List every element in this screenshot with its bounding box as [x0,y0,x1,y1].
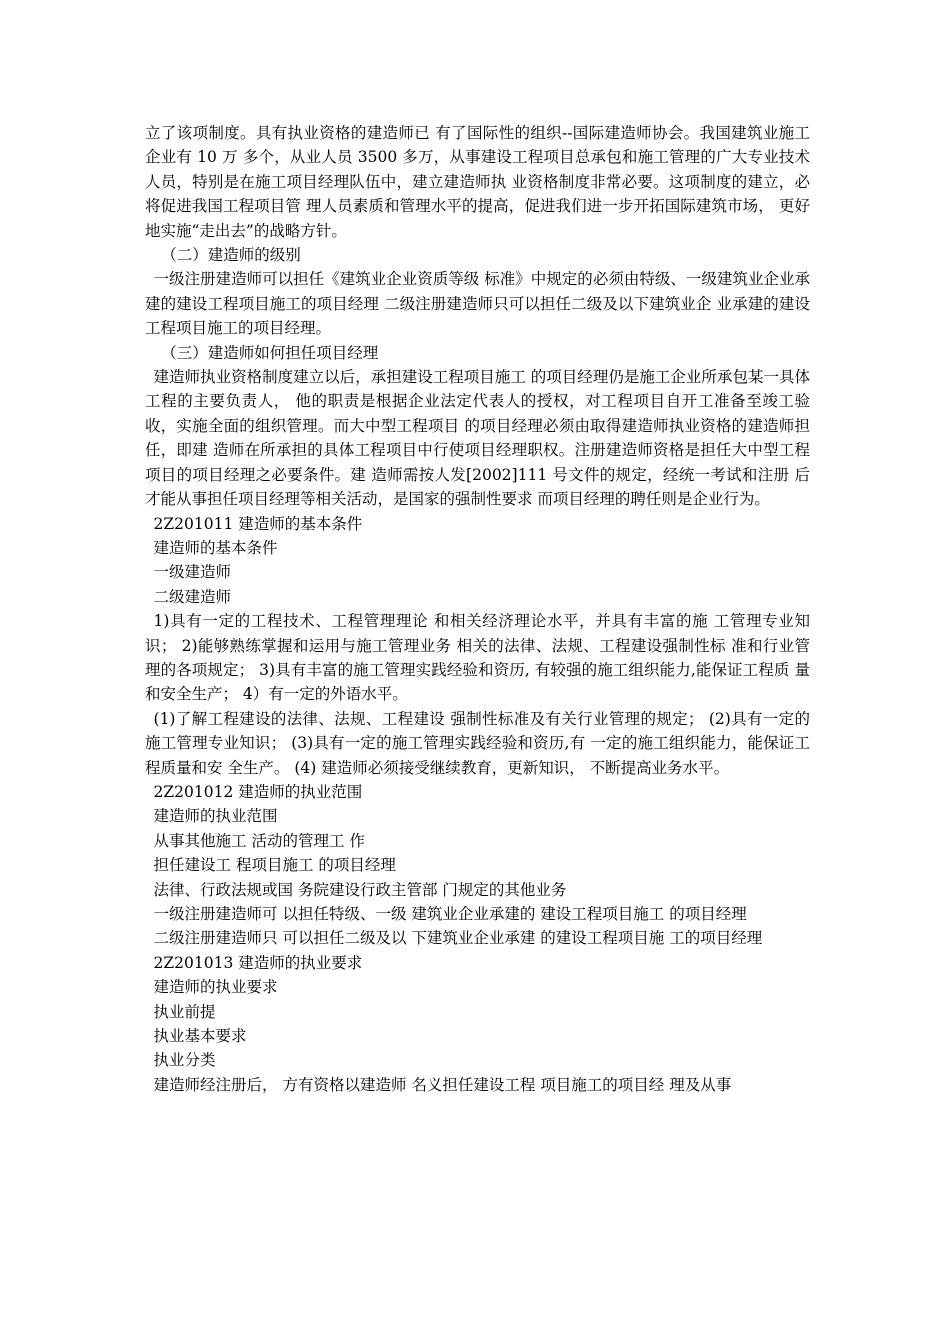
paragraph-first-class-requirements: 1)具有一定的工程技术、工程管理理论 和相关经济理论水平，并具有丰富的施 工管理专业知识； 2)能够熟练掌握和运用与施工管理业务 相关的法律、法规、工程建设强制性标 准和行业管理的各项规定； 3)具有丰富的施工管理实践经验和资历, 有较强的施工组织能力,能保证工程质 量和安全生产； 4）有一定的外语水平。 [145,612,810,704]
item-practice-scope: 建造师的执业范围 [153,807,278,826]
paragraph-second-class-scope: 二级注册建造师只 可以担任二级及以 下建筑业企业承建 的建设工程项目施 工的项目经理 [153,929,763,948]
item-prerequisite: 执业前提 [153,1002,216,1021]
item-project-manager: 担任建设工 程项目施工 的项目经理 [153,856,396,875]
item-classification: 执业分类 [153,1051,216,1070]
paragraph-levels: 一级注册建造师可以担任《建筑业企业资质等级 标准》中规定的必须由特级、一级建筑业企业承 建的建设工程项目施工的项目经理 二级注册建造师只可以担任二级及以下建筑业企 业承建的建设工程项目施工的项目经理。 [145,270,810,338]
section-2z201012: 2Z201012 建造师的执业范围 [153,782,363,801]
item-first-class: 一级建造师 [153,563,232,582]
item-second-class: 二级建造师 [153,587,232,606]
paragraph-system-intro: 立了该项制度。具有执业资格的建造师已 有了国际性的组织--国际建造师协会。我国建筑业施工企业有 10 万 多个，从业人员 3500 多万，从事建设工程项目总承包和施工管理的广大专业技术人员，特别是在施工项目经理队伍中，建立建造师执 业资格制度非常必要。这项制度的建立，必将促进我国工程项目管 理人员素质和管理水平的提高，促进我们进一步开拓国际建筑市场， 更好地实施“走出去”的战略方针。 [145,124,810,240]
item-other-management: 从事其他施工 活动的管理工 作 [153,831,365,850]
paragraph-first-class-scope: 一级注册建造师可 以担任特级、一级 建筑业企业承建的 建设工程项目施工 的项目经理 [153,905,747,923]
item-basic-requirements: 执业基本要求 [153,1027,247,1046]
section-2z201011: 2Z201011 建造师的基本条件 [153,514,363,533]
item-practice-requirements: 建造师的执业要求 [153,978,278,997]
heading-project-manager: （三）建造师如何担任项目经理 [161,343,379,362]
document-body [145,121,810,1097]
section-2z201013: 2Z201013 建造师的执业要求 [153,953,363,972]
item-basic-conditions: 建造师的基本条件 [153,538,278,557]
paragraph-project-manager: 建造师执业资格制度建立以后，承担建设工程项目施工 的项目经理仍是施工企业所承包某一具体工程的主要负责人， 他的职责是根据企业法定代表人的授权，对工程项目自开工准备至竣工验收，实施全面的组织管理。而大中型工程项目 的项目经理必须由取得建造师执业资格的建造师担任，即建 造师在所承担的具体工程项目中行使项目经理职权。注册建造师资格是担任大中型工程项目的项目经理之必要条件。建 造师需按人发[2002]111 号文件的规定，经统一考试和注册 后才能从事担任项目经理等相关活动，是国家的强制性要求 而项目经理的聘任则是企业行为。 [145,368,810,509]
paragraph-second-class-requirements: (1)了解工程建设的法律、法规、工程建设 强制性标准及有关行业管理的规定； (2)具有一定的施工管理专业知识； (3)具有一定的施工管理实践经验和资历,有 一定的施工组织能力，能保证工程质量和安 全生产。 (4) 建造师必须接受继续教育，更新知识， 不断提高业务水平。 [145,709,810,777]
paragraph-registration: 建造师经注册后， 方有资格以建造师 名义担任建设工程 项目施工的项目经 理及从事 [153,1075,732,1094]
item-other-business: 法律、行政法规或国 务院建设行政主管部 门规定的其他业务 [153,880,567,899]
heading-constructor-levels: （二）建造师的级别 [161,246,301,265]
